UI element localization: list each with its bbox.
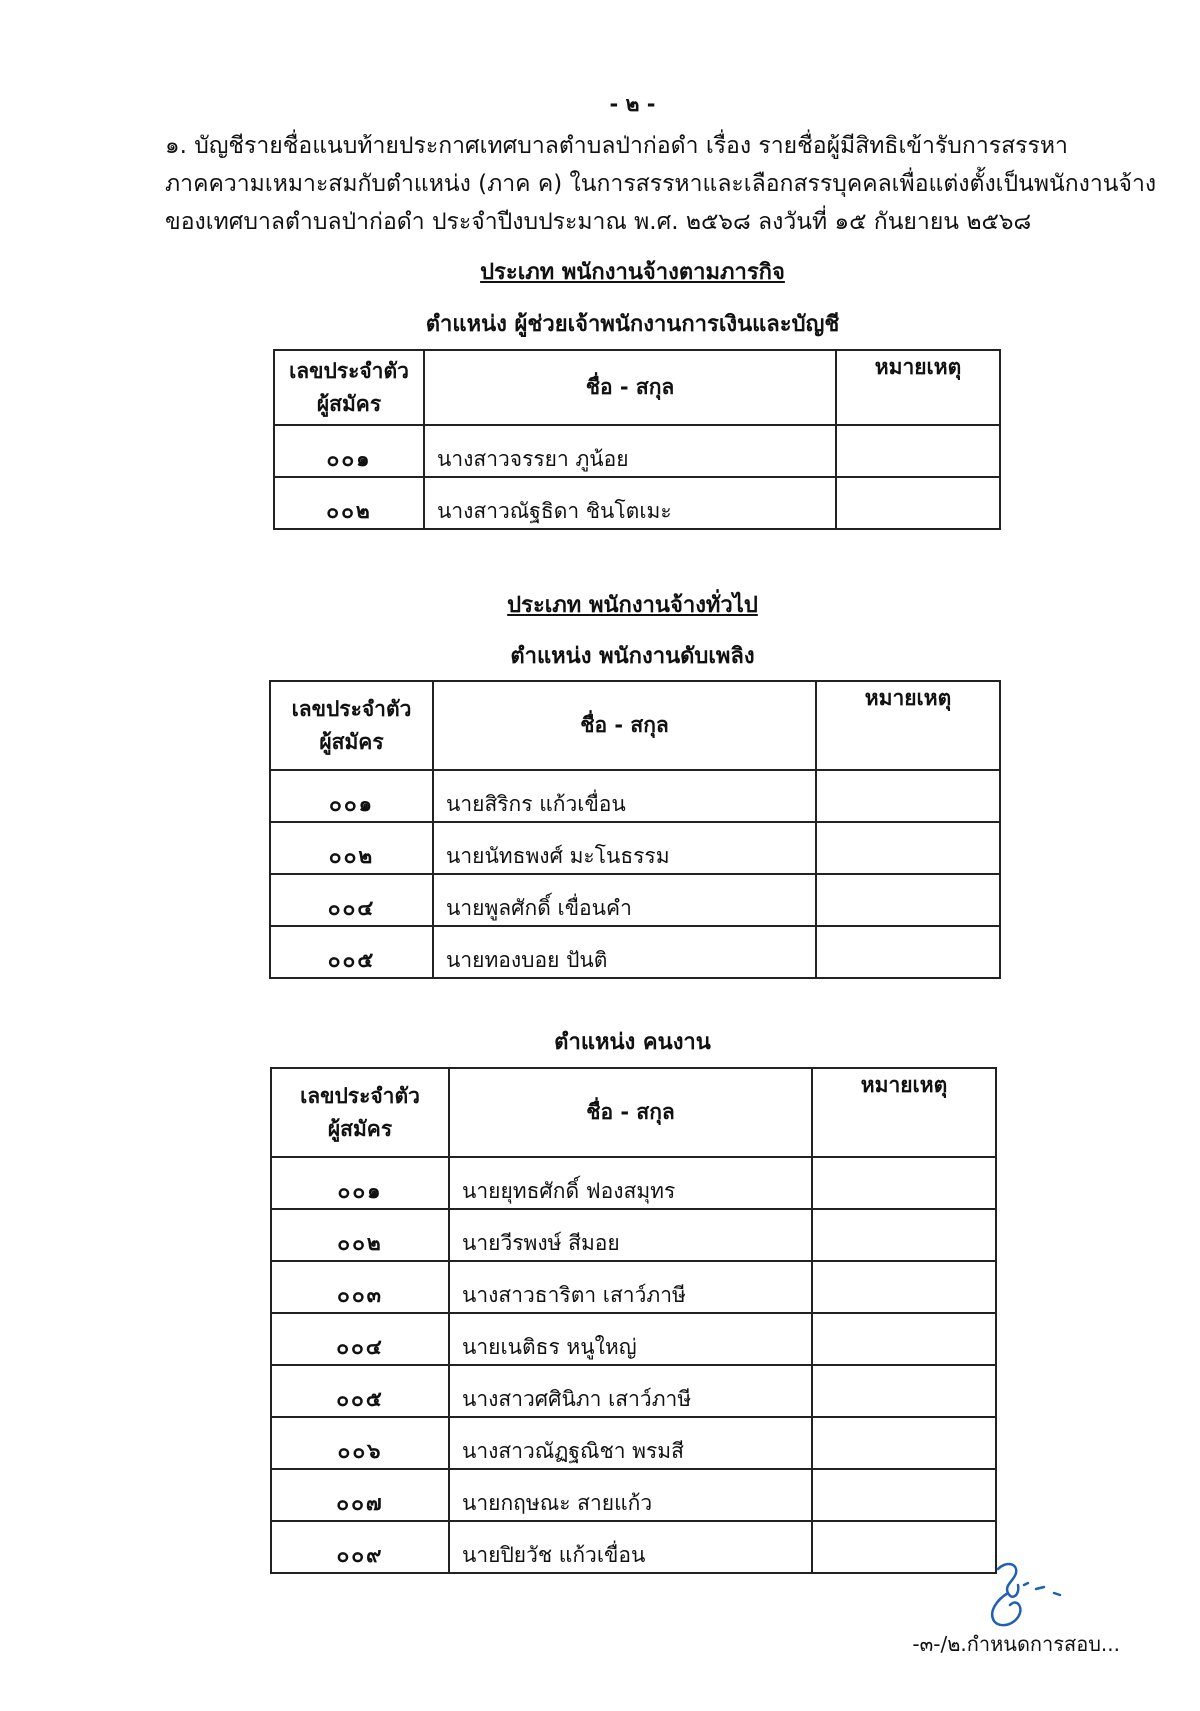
applicant-id: ๐๐๑ [270, 770, 433, 822]
section1-position-heading: ตำแหน่ง ผู้ช่วยเจ้าพนักงานการเงินและบัญชี [425, 312, 840, 337]
table-row [271, 1365, 996, 1417]
intro-line: ของเทศบาลตำบลป่าก่อดำ ประจำปีงบประมาณ พ.ศ. ๒๕๖๘ ลงวันที่ ๑๕ กันยายน ๒๕๖๘ [165, 209, 1032, 235]
intro-paragraph [165, 127, 1157, 241]
applicant-id: ๐๐๔ [271, 1313, 449, 1365]
header-applicant-id: เลขประจำตัว ผู้สมัคร [271, 1068, 449, 1157]
applicant-name: นายวีรพงษ์ สีมอย [449, 1209, 812, 1261]
applicant-note [816, 874, 1000, 926]
page-number: - ๒ - [609, 92, 656, 116]
applicant-name: นายทองบอย ปันติ [433, 926, 816, 978]
table-row [271, 1261, 996, 1313]
table-row [271, 1209, 996, 1261]
header-remarks: หมายเหตุ [812, 1068, 996, 1157]
applicant-id: ๐๐๔ [270, 874, 433, 926]
table-row [270, 770, 1000, 822]
header-applicant-id: เลขประจำตัว ผู้สมัคร [270, 681, 433, 770]
applicant-name: นายเนติธร หนูใหญ่ [449, 1313, 812, 1365]
table-header-row [274, 350, 1000, 425]
table-row [270, 822, 1000, 874]
applicant-id: ๐๐๙ [271, 1521, 449, 1573]
applicant-id: ๐๐๑ [274, 425, 424, 477]
applicant-id: ๐๐๕ [271, 1365, 449, 1417]
applicant-note [812, 1365, 996, 1417]
applicant-note [816, 770, 1000, 822]
intro-line: ภาคความเหมาะสมกับตำแหน่ง (ภาค ค) ในการสรรหาและเลือกสรรบุคคลเพื่อแต่งตั้งเป็นพนักงานจ้าง [165, 171, 1157, 197]
table-row [270, 874, 1000, 926]
applicant-id: ๐๐๖ [271, 1417, 449, 1469]
applicant-id: ๐๐๒ [271, 1209, 449, 1261]
applicant-name: นางสาวศศินิภา เสาว์ภาษี [449, 1365, 812, 1417]
table-row [271, 1417, 996, 1469]
table-header-row [271, 1068, 996, 1157]
continuation-note: -๓-/๒.กำหนดการสอบ... [912, 1632, 1120, 1656]
applicant-name: นายพูลศักดิ์ เขื่อนคำ [433, 874, 816, 926]
applicant-note [812, 1469, 996, 1521]
table-row [271, 1521, 996, 1573]
applicant-name: นายยุทธศักดิ์ ฟองสมุทร [449, 1157, 812, 1209]
table-row [270, 926, 1000, 978]
section3-table [270, 1067, 997, 1574]
header-full-name: ชื่อ - สกุล [449, 1068, 812, 1157]
applicant-name: นางสาวธาริตา เสาว์ภาษี [449, 1261, 812, 1313]
applicant-id: ๐๐๗ [271, 1469, 449, 1521]
applicant-note [812, 1313, 996, 1365]
applicant-id: ๐๐๑ [271, 1157, 449, 1209]
header-full-name: ชื่อ - สกุล [433, 681, 816, 770]
section3-position-heading: ตำแหน่ง คนงาน [554, 1030, 711, 1055]
applicant-name: นายสิริกร แก้วเขื่อน [433, 770, 816, 822]
table-row [274, 425, 1000, 477]
applicant-note [816, 822, 1000, 874]
table-row [271, 1157, 996, 1209]
header-remarks: หมายเหตุ [816, 681, 1000, 770]
applicant-note [816, 926, 1000, 978]
table-row [271, 1469, 996, 1521]
section2-type-heading: ประเภท พนักงานจ้างทั่วไป [507, 593, 758, 618]
applicant-note [812, 1417, 996, 1469]
applicant-name: นายนัทธพงศ์ มะโนธรรม [433, 822, 816, 874]
table-header-row [270, 681, 1000, 770]
applicant-name: นางสาวณัฏฐณิชา พรมสี [449, 1417, 812, 1469]
applicant-note [812, 1261, 996, 1313]
applicant-note [812, 1209, 996, 1261]
signature-mark [958, 1555, 1068, 1630]
header-applicant-id: เลขประจำตัว ผู้สมัคร [274, 350, 424, 425]
applicant-note [836, 477, 1000, 529]
section1-type-heading: ประเภท พนักงานจ้างตามภารกิจ [480, 260, 785, 285]
applicant-id: ๐๐๒ [274, 477, 424, 529]
applicant-name: นางสาวณัฐธิดา ชินโตเมะ [424, 477, 836, 529]
table-row [271, 1313, 996, 1365]
applicant-id: ๐๐๒ [270, 822, 433, 874]
section2-table [269, 680, 1001, 979]
section2-position-heading: ตำแหน่ง พนักงานดับเพลิง [510, 644, 755, 669]
header-remarks: หมายเหตุ [836, 350, 1000, 425]
section1-table [273, 349, 1001, 530]
applicant-note [836, 425, 1000, 477]
applicant-name: นายปิยวัช แก้วเขื่อน [449, 1521, 812, 1573]
applicant-note [812, 1157, 996, 1209]
applicant-id: ๐๐๕ [270, 926, 433, 978]
header-full-name: ชื่อ - สกุล [424, 350, 836, 425]
applicant-id: ๐๐๓ [271, 1261, 449, 1313]
applicant-name: นายกฤษณะ สายแก้ว [449, 1469, 812, 1521]
applicant-name: นางสาวจรรยา ภูน้อย [424, 425, 836, 477]
intro-line: ๑. บัญชีรายชื่อแนบท้ายประกาศเทศบาลตำบลป่าก่อดำ เรื่อง รายชื่อผู้มีสิทธิเข้ารับการสรรหา [165, 133, 1068, 159]
table-row [274, 477, 1000, 529]
